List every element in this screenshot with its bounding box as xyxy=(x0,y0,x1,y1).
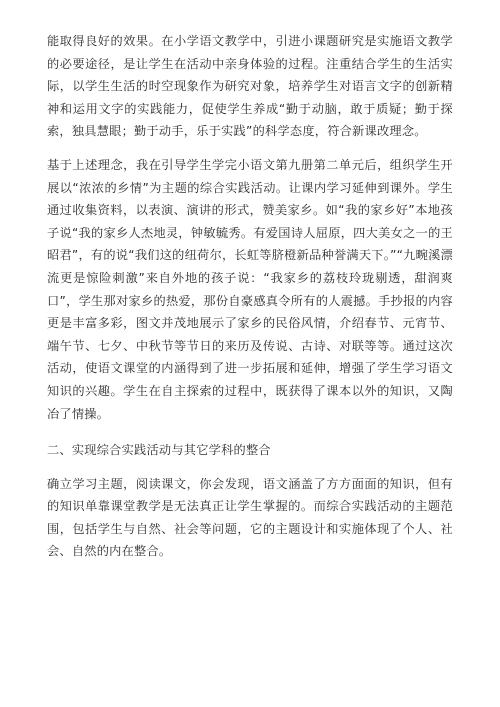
body-paragraph-1: 能取得良好的效果。在小学语文教学中，引进小课题研究是实施语文教学的必要途径，是让学生在活动中亲身体验的过程。注重结合学生的生活实际，以学生生活的时空现象作为研究对象，培养学生对语言文字的创新精神和运用文字的实践能力，促使学生养成“勤于动脑，敢于质疑；勤于探索，独具慧眼；勤于动手，乐于实践”的科学态度，符合新课改理念。 xyxy=(47,34,453,139)
body-paragraph-2: 基于上述理念，我在引导学生学完小语文第九册第二单元后，组织学生开展以“浓浓的乡情”为主题的综合实践活动。让课内学习延伸到课外。学生通过收集资料，以表演、演讲的形式，赞美家乡。如“我的家乡好”本地孩子说“我的家乡人杰地灵，钟敏毓秀。有爱国诗人屈原，四大美女之一的王昭君”，有的说“我们这的纽荷尔，长虹等脐橙新品种誉满天下。”“九畹溪漂流更是惊险刺激”来自外地的孩子说：“我家乡的荔枝玲珑剔透，甜润爽口”，学生那对家乡的热爱，那份自豪感真令所有的人震撼。手抄报的内容更是丰富多彩，图文并茂地展示了家乡的民俗风情，介绍春节、元宵节、端午节、七夕、中秋节等节日的来历及传说、古诗、对联等等。通过这次活动，使语文课堂的内涵得到了进一步拓展和延伸，增强了学生学习语文知识的兴趣。学生在自主探索的过程中，既获得了课本以外的知识，又陶冶了情操。 xyxy=(47,157,453,421)
body-paragraph-3: 确立学习主题，阅读课文，你会发现，语文涵盖了方方面面的知识，但有的知识单靠课堂教学是无法真正让学生掌握的。而综合实践活动的主题范围，包括学生与自然、社会等问题，它的主题设计和实施体现了个人、社会、自然的内在整合。 xyxy=(47,476,453,559)
section-heading: 二、实现综合实践活动与其它学科的整合 xyxy=(47,443,271,458)
document-page xyxy=(47,30,453,563)
